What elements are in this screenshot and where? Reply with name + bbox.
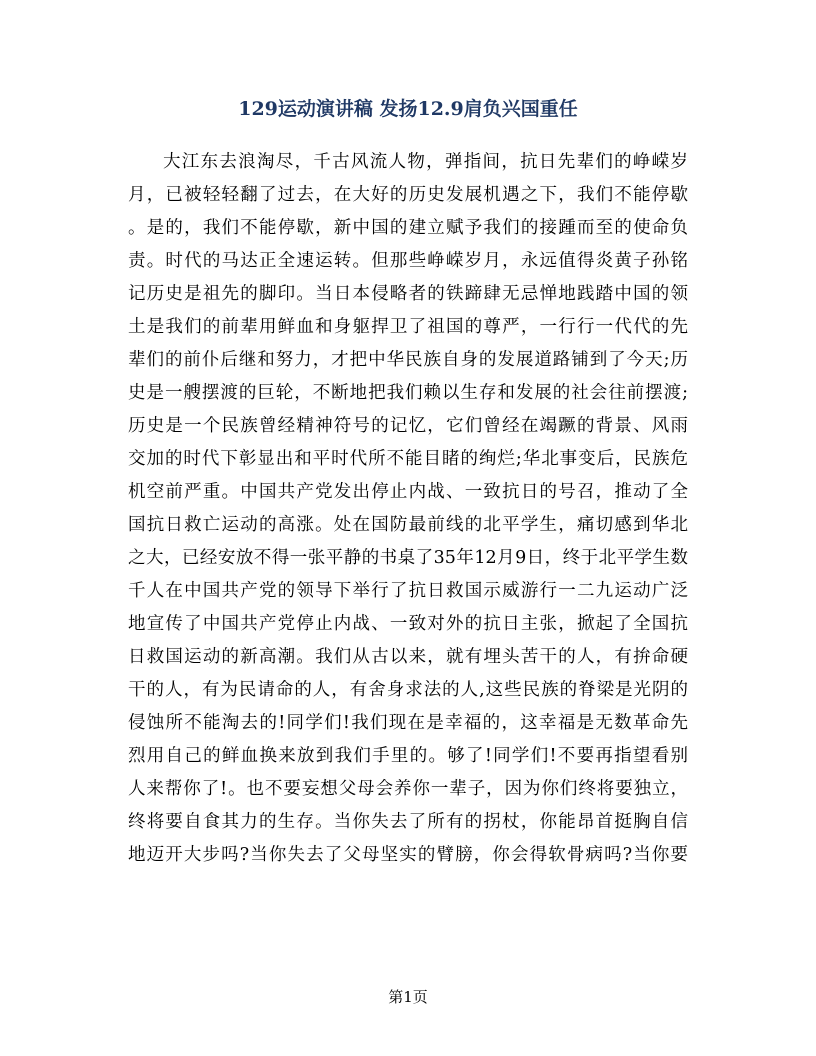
body-paragraph xyxy=(128,146,688,872)
paragraph-line: 交加的时代下彰显出和平时代所不能目睹的绚烂;华北事变后，民族危 xyxy=(128,449,688,469)
paragraph-line: 。是的，我们不能停歇，新中国的建立赋予我们的接踵而至的使命负 xyxy=(128,218,688,238)
paragraph-line: 烈用自己的鲜血换来放到我们手里的。够了!同学们!不要再指望看别 xyxy=(128,746,688,766)
page-number: 第1页 xyxy=(388,988,428,1006)
paragraph-line: 之大，已经安放不得一张平静的书桌了35年12月9日，终于北平学生数 xyxy=(128,548,688,568)
paragraph-line: 地宣传了中国共产党停止内战、一致对外的抗日主张，掀起了全国抗 xyxy=(128,614,688,634)
paragraph-line: 月，已被轻轻翻了过去，在大好的历史发展机遇之下，我们不能停歇 xyxy=(128,185,688,205)
paragraph-line: 人来帮你了!。也不要妄想父母会养你一辈子，因为你们终将要独立， xyxy=(128,779,688,799)
paragraph-line: 国抗日救亡运动的高涨。处在国防最前线的北平学生，痛切感到华北 xyxy=(128,515,688,535)
paragraph-line: 记历史是祖先的脚印。当日本侵略者的铁蹄肆无忌惮地践踏中国的领 xyxy=(128,284,688,304)
paragraph-line: 侵蚀所不能淘去的!同学们!我们现在是幸福的，这幸福是无数革命先 xyxy=(128,713,688,733)
paragraph-line: 干的人，有为民请命的人，有舍身求法的人,这些民族的脊梁是光阴的 xyxy=(128,680,688,700)
paragraph-line: 大江东去浪淘尽，千古风流人物，弹指间，抗日先辈们的峥嵘岁 xyxy=(163,152,688,172)
paragraph-line: 土是我们的前辈用鲜血和身躯捍卫了祖国的尊严，一行行一代代的先 xyxy=(128,317,688,337)
paragraph-line: 终将要自食其力的生存。当你失去了所有的拐杖，你能昂首挺胸自信 xyxy=(128,812,688,832)
paragraph-line: 历史是一个民族曾经精神符号的记忆，它们曾经在竭蹶的背景、风雨 xyxy=(128,416,688,436)
paragraph-line: 日救国运动的新高潮。我们从古以来，就有埋头苦干的人，有拚命硬 xyxy=(128,647,688,667)
paragraph-line: 机空前严重。中国共产党发出停止内战、一致抗日的号召，推动了全 xyxy=(128,482,688,502)
paragraph-line: 辈们的前仆后继和努力，才把中华民族自身的发展道路铺到了今天;历 xyxy=(128,350,688,370)
document-title: 129运动演讲稿 发扬12.9肩负兴国重任 xyxy=(238,98,578,120)
paragraph-line: 千人在中国共产党的领导下举行了抗日救国示威游行一二九运动广泛 xyxy=(128,581,688,601)
paragraph-line: 地迈开大步吗?当你失去了父母坚实的臂膀，你会得软骨病吗?当你要 xyxy=(128,845,688,865)
paragraph-line: 责。时代的马达正全速运转。但那些峥嵘岁月，永远值得炎黄子孙铭 xyxy=(128,251,688,271)
paragraph-line: 史是一艘摆渡的巨轮，不断地把我们赖以生存和发展的社会往前摆渡; xyxy=(128,383,688,403)
